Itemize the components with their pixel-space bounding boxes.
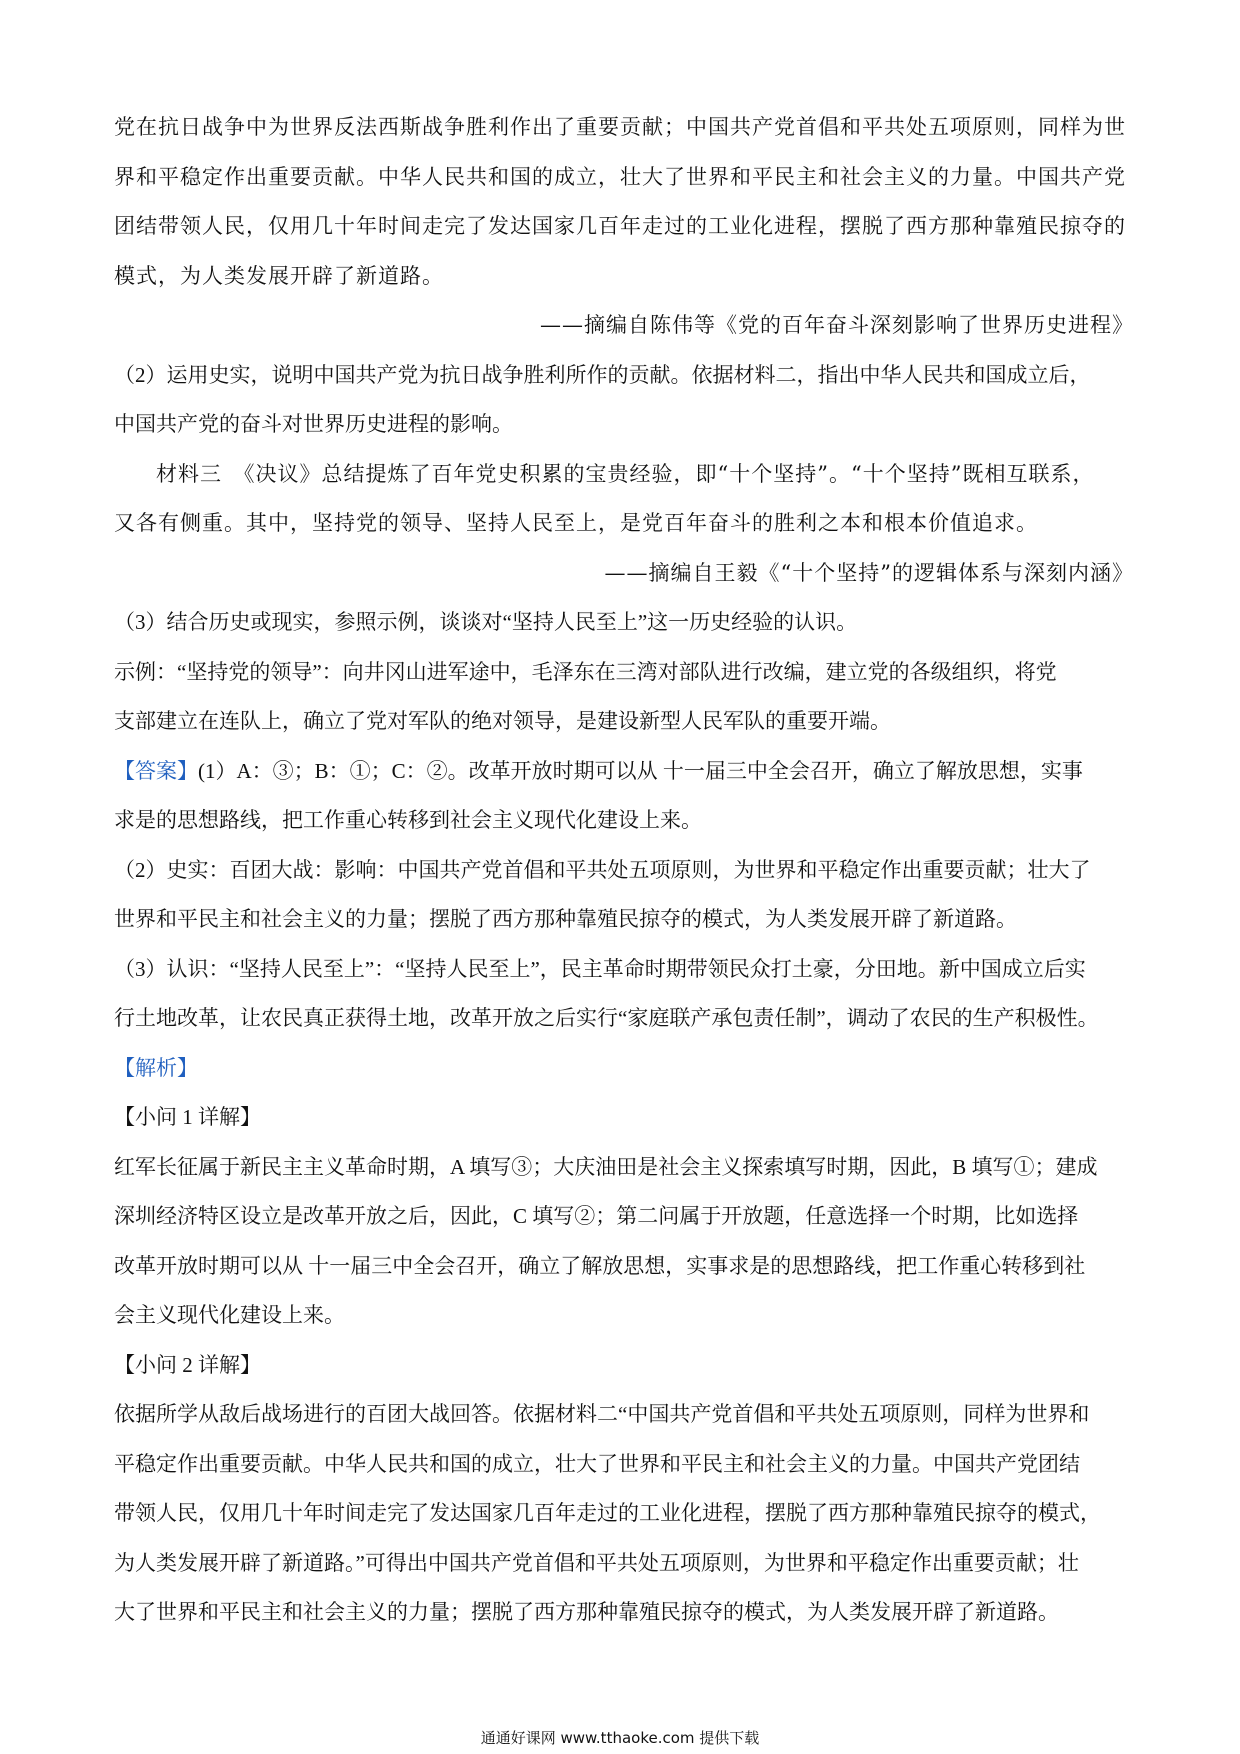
answer-first-line <box>114 747 1134 797</box>
text-line: 改革开放时期可以从 十一届三中全会召开，确立了解放思想，实事求是的思想路线，把工作重心转移到社 <box>114 1253 1086 1278</box>
text-line: 求是的思想路线，把工作重心转移到社会主义现代化建设上来。 <box>114 808 702 832</box>
answer-section <box>114 747 1134 1044</box>
text-line: 依据所学从敌后战场进行的百团大战回答。依据材料二“中国共产党首倡和平共处五项原则，同样为世界和 <box>114 1402 1090 1426</box>
source-citation: ——摘编自陈伟等《党的百年奋斗深刻影响了世界历史进程》 <box>540 313 1134 337</box>
material-3-excerpt <box>114 450 1134 599</box>
text-line: （3）结合历史或现实，参照示例，谈谈对“坚持人民至上”这一历史经验的认识。 <box>114 610 858 634</box>
text-line: 支部建立在连队上，确立了党对军队的绝对领导，是建设新型人民军队的重要开端。 <box>114 709 891 733</box>
question-3 <box>114 598 1134 747</box>
source-citation: ——摘编自王毅《“十个坚持”的逻辑体系与深刻内涵》 <box>604 560 1134 585</box>
text-line: 带领人民，仅用几十年时间走完了发达国家几百年走过的工业化进程，摆脱了西方那种靠殖民掠夺的模式， <box>114 1501 1101 1525</box>
text-line: 界和平稳定作出重要贡献。中华人民共和国的成立，壮大了世界和平民主和社会主义的力量。中国共产党 <box>114 164 1126 189</box>
text-line: 会主义现代化建设上来。 <box>114 1303 345 1327</box>
sub-question-1-title: 【小问 1 详解】 <box>114 1105 261 1129</box>
text-line: （2）史实：百团大战：影响：中国共产党首倡和平共处五项原则，为世界和平稳定作出重要贡献；壮大了 <box>114 857 1091 882</box>
question-2 <box>114 351 1134 450</box>
text-line: 世界和平民主和社会主义的力量；摆脱了西方那种靠殖民掠夺的模式，为人类发展开辟了新道路。 <box>114 907 1017 931</box>
text-line: 又各有侧重。其中，坚持党的领导、坚持人民至上，是党百年奋斗的胜利之本和根本价值追求。 <box>114 511 1038 535</box>
text-line: 示例：“坚持党的领导”：向井冈山进军途中，毛泽东在三湾对部队进行改编，建立党的各级组织，将党 <box>114 659 1057 684</box>
text-line: 团结带领人民，仅用几十年时间走完了发达国家几百年走过的工业化进程，摆脱了西方那种靠殖民掠夺的 <box>114 214 1126 238</box>
text-line: 行土地改革，让农民真正获得土地，改革开放之后实行“家庭联产承包责任制”，调动了农民的生产积极性。 <box>114 1006 1099 1030</box>
footer-source: 通通好课网 www.tthaoke.com 提供下载 <box>480 1729 760 1747</box>
text-line: （3）认识：“坚持人民至上”：“坚持人民至上”，民主革命时期带领民众打土豪，分田地。新中国成立后实 <box>114 956 1086 981</box>
text-line: 模式，为人类发展开辟了新道路。 <box>114 263 444 288</box>
material-2-excerpt <box>114 103 1134 351</box>
text-line: 材料三 《决议》总结提炼了百年党史积累的宝贵经验，即“十个坚持”。“十个坚持”既相互联系， <box>156 461 1095 486</box>
sub-question-2-title: 【小问 2 详解】 <box>114 1352 261 1377</box>
analysis-tag: 【解析】 <box>114 1055 198 1080</box>
answer-tag: 【答案】 <box>114 758 198 783</box>
text-line: 党在抗日战争中为世界反法西斯战争胜利作出了重要贡献；中国共产党首倡和平共处五项原则，同样为世 <box>114 115 1126 139</box>
text-line: （2）运用史实，说明中国共产党为抗日战争胜利所作的贡献。依据材料二，指出中华人民共和国成立后， <box>114 362 1091 387</box>
answer-text: (1）A：③；B：①；C：②。改革开放时期可以从 十一届三中全会召开，确立了解放思想，实事 <box>198 758 1083 783</box>
text-line: 平稳定作出重要贡献。中华人民共和国的成立，壮大了世界和平民主和社会主义的力量。中国共产党团结 <box>114 1451 1080 1476</box>
text-line: 中国共产党的奋斗对世界历史进程的影响。 <box>114 412 513 436</box>
text-line: 为人类发展开辟了新道路。”可得出中国共产党首倡和平共处五项原则，为世界和平稳定作出重要贡献；壮 <box>114 1550 1079 1575</box>
document-body <box>114 103 1134 1638</box>
text-line: 大了世界和平民主和社会主义的力量；摆脱了西方那种靠殖民掠夺的模式，为人类发展开辟了新道路。 <box>114 1600 1059 1624</box>
analysis-section <box>114 1044 1134 1638</box>
text-line: 深圳经济特区设立是改革开放之后，因此，C 填写②；第二问属于开放题，任意选择一个时期，比如选择 <box>114 1204 1079 1228</box>
text-line: 红军长征属于新民主主义革命时期，A 填写③；大庆油田是社会主义探索填写时期，因此，B 填写①；建成 <box>114 1154 1098 1179</box>
